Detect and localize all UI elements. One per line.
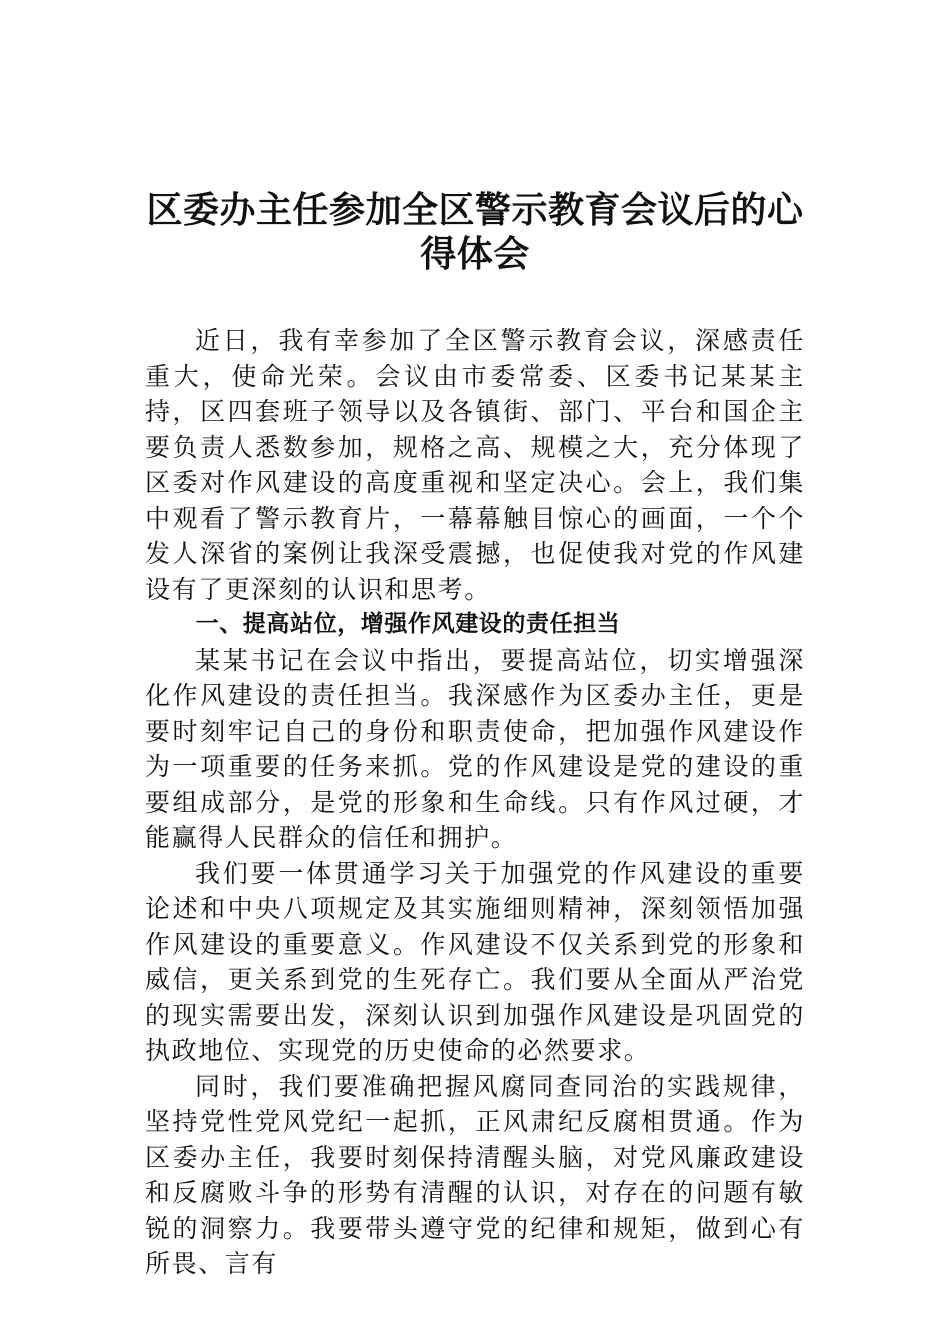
document-title-line-1: 区委办主任参加全区警示教育会议后的心 — [146, 189, 804, 232]
document-title-line-2: 得体会 — [420, 233, 530, 276]
section1-paragraph-1: 某某书记在会议中指出，要提高站位，切实增强深化作风建设的责任担当。我深感作为区委办主任，更是要时刻牢记自己的身份和职责使命，把加强作风建设作为一项重要的任务来抓。党的作风建设是党的建设的重要组成部分，是党的形象和生命线。只有作风过硬，才能赢得人民群众的信任和拥护。 — [145, 645, 805, 852]
section1-paragraph-2: 我们要一体贯通学习关于加强党的作风建设的重要论述和中央八项规定及其实施细则精神，深刻领悟加强作风建设的重要意义。作风建设不仅关系到党的形象和威信，更关系到党的生死存亡。我们要从全面从严治党的现实需要出发，深刻认识到加强作风建设是巩固党的执政地位、实现党的历史使命的必然要求。 — [145, 858, 805, 1065]
intro-paragraph: 近日，我有幸参加了全区警示教育会议，深感责任重大，使命光荣。会议由市委常委、区委书记某某主持，区四套班子领导以及各镇街、部门、平台和国企主要负责人悉数参加，规格之高、规模之大，充分体现了区委对作风建设的高度重视和坚定决心。会上，我们集中观看了警示教育片，一幕幕触目惊心的画面，一个个发人深省的案例让我深受震撼，也促使我对党的作风建设有了更深刻的认识和思考。 — [145, 326, 805, 604]
section1-paragraph-3: 同时，我们要准确把握风腐同查同治的实践规律，坚持党性党风党纪一起抓，正风肃纪反腐相贯通。作为区委办主任，我要时刻保持清醒头脑，对党风廉政建设和反腐败斗争的形势有清醒的认识，对存在的问题有敏锐的洞察力。我要带头遵守党的纪律和规矩，做到心有所畏、言有 — [145, 1071, 805, 1278]
document-body — [145, 323, 805, 1282]
section-heading-1: 一、提高站位，增强作风建设的责任担当 — [195, 611, 621, 637]
